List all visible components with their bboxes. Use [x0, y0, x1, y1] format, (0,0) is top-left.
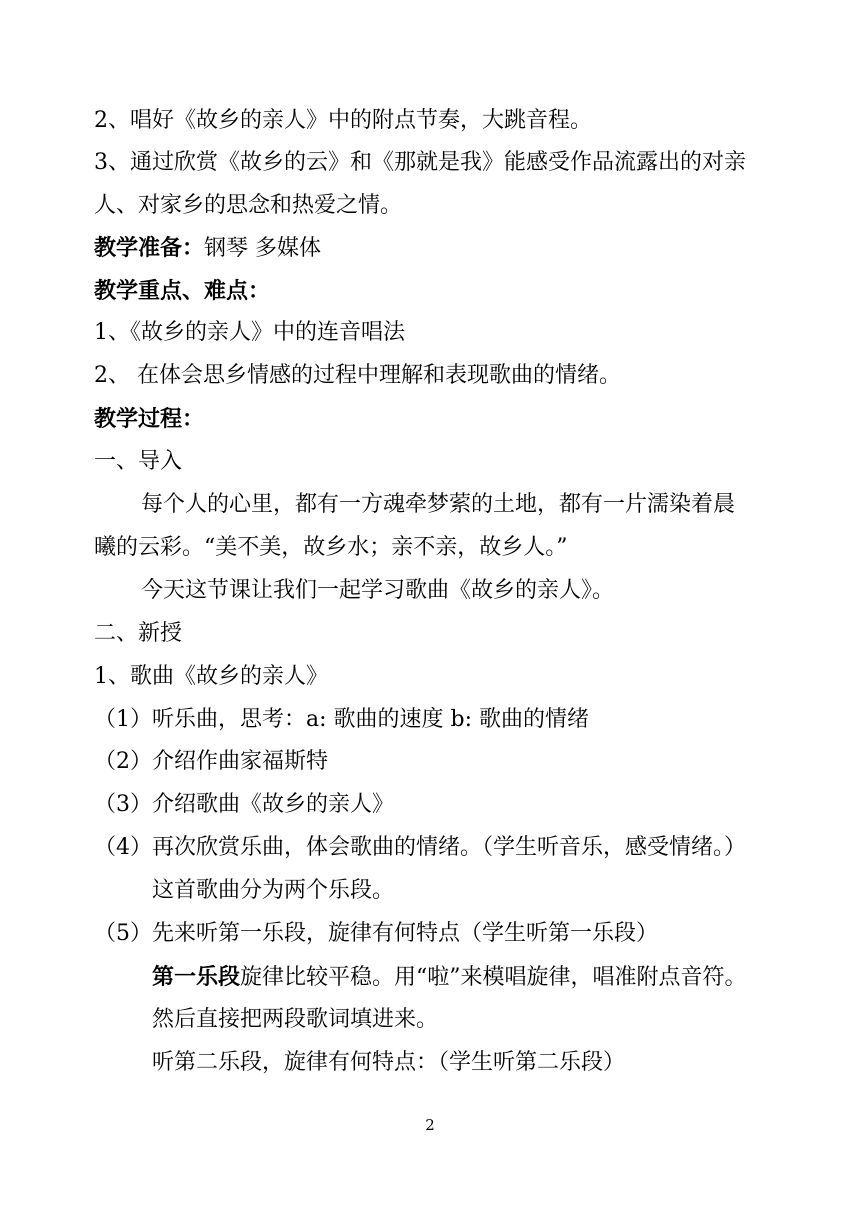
passage-line [152, 962, 800, 993]
text-line: 这首歌曲分为两个乐段。 [152, 878, 395, 903]
text-line: 然后直接把两段歌词填进来。 [152, 1007, 439, 1032]
text-line: 一、导入 [94, 449, 183, 474]
text-line: 曦的云彩。“美不美，故乡水；亲不亲，故乡人。” [94, 535, 568, 560]
section-heading: 教学过程： [94, 406, 205, 432]
text-line: 1、歌曲《故乡的亲人》 [94, 664, 328, 689]
text-line: 1、《故乡的亲人》中的连音唱法 [94, 320, 405, 345]
text-line: （5）先来听第一乐段，旋律有何特点（学生听第一乐段） [94, 921, 658, 946]
passage-text: 旋律比较平稳。用“啦”来模唱旋律，唱准附点音符。 [240, 965, 747, 990]
text-line: （4）再次欣赏乐曲，体会歌曲的情绪。（学生听音乐，感受情绪。） [94, 835, 746, 860]
text-line: 听第二乐段，旋律有何特点：（学生听第二乐段） [152, 1050, 626, 1075]
prep-text: 钢琴 多媒体 [204, 236, 322, 261]
prep-line [94, 233, 800, 264]
text-line: 3、通过欣赏《故乡的云》和《那就是我》能感受作品流露出的对亲 [94, 150, 746, 175]
page-number: 2 [425, 1116, 435, 1134]
text-line: （3）介绍歌曲《故乡的亲人》 [94, 792, 394, 817]
text-line: 二、新授 [94, 621, 183, 646]
section-heading: 教学重点、难点： [94, 278, 271, 304]
text-line: （2）介绍作曲家福斯特 [94, 749, 328, 774]
text-line: （1）听乐曲，思考：a: 歌曲的速度 b: 歌曲的情绪 [94, 707, 590, 732]
passage-label: 第一乐段 [152, 964, 241, 990]
text-line: 人、对家乡的思念和热爱之情。 [94, 193, 403, 218]
text-line: 2、唱好《故乡的亲人》中的附点节奏，大跳音程。 [94, 108, 592, 133]
prep-label: 教学准备： [94, 235, 205, 261]
text-line: 每个人的心里，都有一方魂牵梦萦的土地，都有一片濡染着晨 [141, 492, 736, 517]
text-line: 2、 在体会思乡情感的过程中理解和表现歌曲的情绪。 [94, 363, 621, 388]
text-line: 今天这节课让我们一起学习歌曲《故乡的亲人》。 [141, 578, 615, 603]
